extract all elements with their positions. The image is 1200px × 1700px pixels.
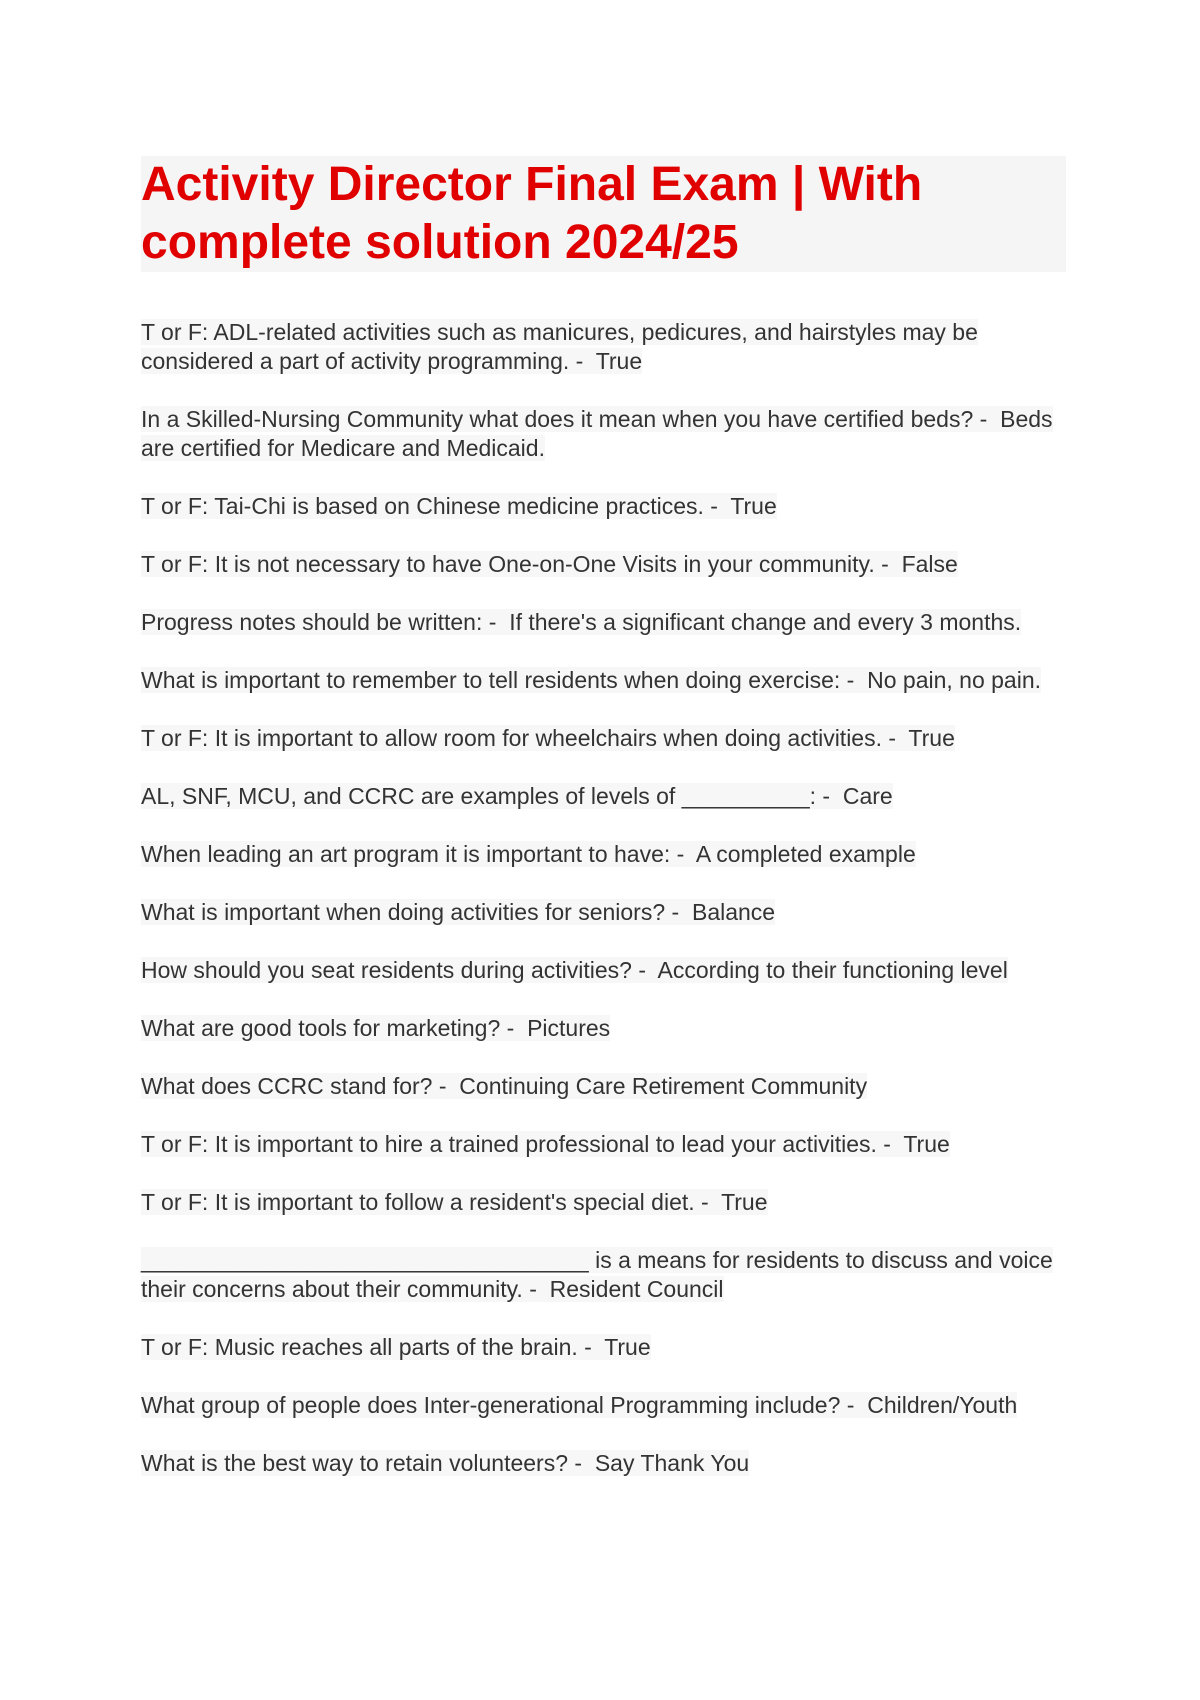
qa-text (141, 667, 1041, 693)
qa-item (141, 1072, 1081, 1101)
qa-text (141, 609, 1021, 635)
qa-text (141, 1073, 867, 1099)
answer-text: True (604, 1334, 651, 1360)
qa-text (141, 1392, 1017, 1418)
question-text: ___________________________________ is a means for residents to discuss and voice their concerns about their community. (141, 1247, 1053, 1302)
answer-separator: - (670, 841, 696, 867)
qa-text (141, 1334, 651, 1360)
qa-text (141, 1189, 768, 1215)
answer-separator: - (568, 1450, 595, 1476)
answer-text: If there's a significant change and every 3 months. (509, 609, 1022, 635)
answer-separator: - (703, 493, 731, 519)
question-text: AL, SNF, MCU, and CCRC are examples of levels of __________: (141, 783, 816, 809)
qa-text (141, 493, 777, 519)
answer-text: No pain, no pain. (867, 667, 1042, 693)
answer-separator: - (840, 1392, 868, 1418)
qa-item (141, 1130, 1081, 1159)
qa-text (141, 783, 893, 809)
answer-text: Continuing Care Retirement Community (459, 1073, 868, 1099)
question-text: In a Skilled-Nursing Community what does it mean when you have certified beds? (141, 406, 974, 432)
qa-item (141, 840, 1081, 869)
question-text: T or F: It is not necessary to have One-on-One Visits in your community. (141, 551, 875, 577)
answer-separator: - (840, 667, 868, 693)
question-text: What is important to remember to tell residents when doing exercise: (141, 667, 841, 693)
question-text: What is important when doing activities for seniors? (141, 899, 666, 925)
qa-text (141, 1450, 749, 1476)
question-text: When leading an art program it is important to have: (141, 841, 671, 867)
answer-separator: - (432, 1073, 460, 1099)
answer-separator: - (973, 406, 1001, 432)
question-text: T or F: Tai-Chi is based on Chinese medicine practices. (141, 493, 704, 519)
question-text: T or F: It is important to allow room for wheelchairs when doing activities. (141, 725, 882, 751)
answer-separator: - (874, 551, 902, 577)
qa-item (141, 666, 1081, 695)
qa-item (141, 898, 1081, 927)
qa-item (141, 1333, 1081, 1362)
qa-item (141, 405, 1081, 463)
qa-item (141, 1391, 1081, 1420)
question-text: What does CCRC stand for? (141, 1073, 433, 1099)
answer-text: False (901, 551, 958, 577)
answer-separator: - (665, 899, 692, 925)
qa-text (141, 1247, 1053, 1302)
answer-separator: - (816, 783, 843, 809)
answer-text: True (721, 1189, 768, 1215)
qa-item (141, 1246, 1081, 1304)
answer-text: Balance (691, 899, 776, 925)
question-text: What group of people does Inter-generational Programming include? (141, 1392, 841, 1418)
qa-text (141, 1015, 610, 1041)
answer-text: Beds are certified for Medicare and Medicaid. (141, 406, 1053, 461)
answer-text: Pictures (527, 1015, 611, 1041)
qa-item (141, 492, 1081, 521)
qa-item (141, 1188, 1081, 1217)
answer-text: Resident Council (549, 1276, 724, 1302)
question-answer-list (141, 318, 1081, 1507)
qa-text (141, 406, 1053, 461)
question-text: T or F: ADL-related activities such as manicures, pedicures, and hairstyles may be considered a part of activity programming. (141, 319, 978, 374)
question-text: What are good tools for marketing? (141, 1015, 501, 1041)
qa-text (141, 1131, 950, 1157)
document-title: Activity Director Final Exam | With complete solution 2024/25 (141, 158, 923, 269)
answer-separator: - (694, 1189, 722, 1215)
qa-text (141, 725, 955, 751)
qa-text (141, 899, 775, 925)
answer-text: According to their functioning level (657, 957, 1008, 983)
answer-separator: - (876, 1131, 904, 1157)
answer-separator: - (569, 348, 596, 374)
answer-separator: - (522, 1276, 550, 1302)
qa-text (141, 319, 978, 374)
answer-separator: - (577, 1334, 605, 1360)
answer-text: Children/Youth (867, 1392, 1018, 1418)
answer-separator: - (631, 957, 658, 983)
qa-text (141, 551, 958, 577)
qa-text (141, 957, 1008, 983)
question-text: Progress notes should be written: (141, 609, 483, 635)
qa-item (141, 550, 1081, 579)
qa-item (141, 608, 1081, 637)
question-text: T or F: It is important to hire a trained professional to lead your activities. (141, 1131, 877, 1157)
qa-text (141, 841, 916, 867)
answer-text: True (730, 493, 777, 519)
question-text: How should you seat residents during activities? (141, 957, 632, 983)
answer-separator: - (500, 1015, 528, 1041)
answer-text: Care (842, 783, 893, 809)
qa-item (141, 782, 1081, 811)
question-text: T or F: It is important to follow a resident's special diet. (141, 1189, 695, 1215)
answer-separator: - (882, 725, 909, 751)
answer-text: A completed example (695, 841, 916, 867)
title-block (141, 156, 1066, 272)
question-text: What is the best way to retain volunteers? (141, 1450, 568, 1476)
answer-text: True (903, 1131, 950, 1157)
qa-item (141, 1014, 1081, 1043)
qa-item (141, 1449, 1081, 1478)
qa-item (141, 318, 1081, 376)
qa-item (141, 956, 1081, 985)
answer-text: True (908, 725, 955, 751)
answer-text: True (595, 348, 643, 374)
answer-separator: - (482, 609, 510, 635)
answer-text: Say Thank You (594, 1450, 750, 1476)
question-text: T or F: Music reaches all parts of the brain. (141, 1334, 578, 1360)
qa-item (141, 724, 1081, 753)
